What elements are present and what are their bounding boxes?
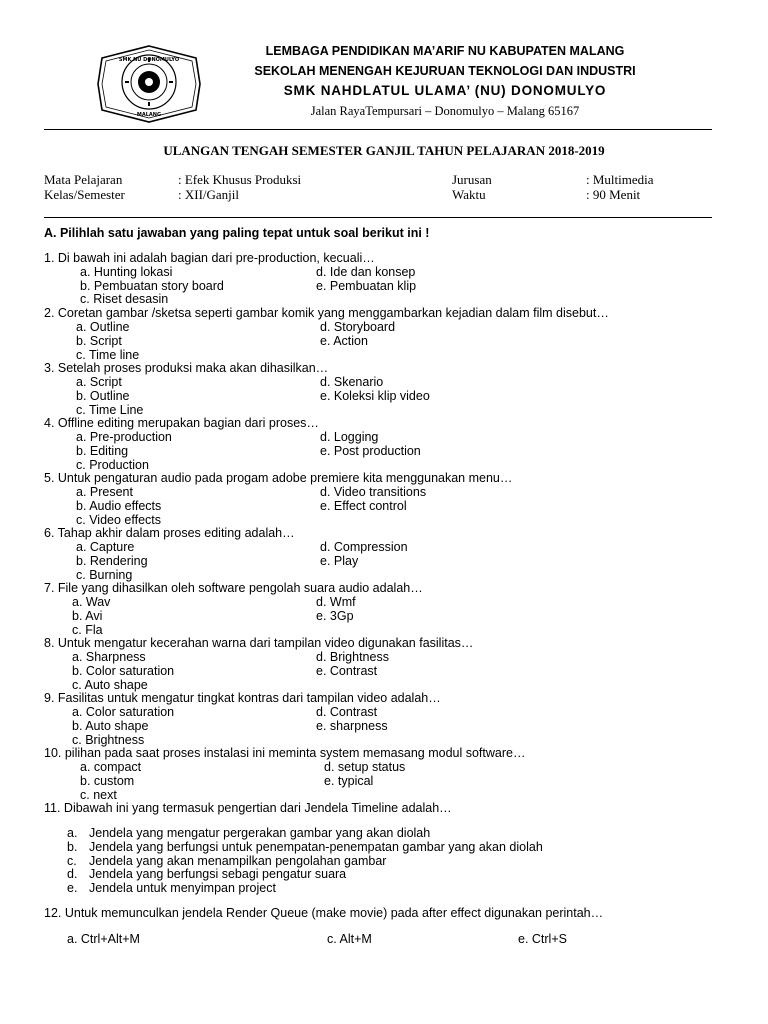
q8-option-d: d. Brightness: [316, 650, 389, 664]
q9-option-b: b. Auto shape: [72, 719, 149, 733]
q10-option-e: e. typical: [324, 774, 374, 788]
q11-option-a-letter: a.: [67, 826, 78, 840]
class-value: : XII/Ganjil: [178, 187, 240, 202]
q5-option-a: a. Present: [76, 485, 133, 499]
q4-option-e: e. Post production: [320, 444, 421, 458]
q11-option-c: Jendela yang akan menampilkan pengolahan gambar: [89, 854, 387, 868]
q8-option-e: e. Contrast: [316, 664, 378, 678]
q4-option-b: b. Editing: [76, 444, 129, 458]
q3-option-d: d. Skenario: [320, 375, 384, 389]
q1-option-e: e. Pembuatan klip: [316, 279, 417, 293]
q7-option-a: a. Wav: [72, 595, 111, 609]
question-2: 2. Coretan gambar /sketsa seperti gambar komik yang menggambarkan kejadian dalam film disebut…: [44, 306, 609, 320]
q9-option-e: e. sharpness: [316, 719, 388, 733]
q11-option-d: Jendela yang berfungsi sebagi pengatur suara: [89, 867, 347, 881]
time-label: Waktu: [452, 187, 486, 202]
question-12: 12. Untuk memunculkan jendela Render Queue (make movie) pada after effect digunakan perintah…: [44, 906, 604, 920]
q6-option-d: d. Compression: [320, 540, 408, 554]
school-address: Jalan RayaTempursari – Donomulyo – Malang 65167: [310, 104, 580, 118]
q12-option-a: a. Ctrl+Alt+M: [67, 932, 140, 946]
subject-value: : Efek Khusus Produksi: [178, 172, 302, 187]
question-1: 1. Di bawah ini adalah bagian dari pre-production, kecuali…: [44, 251, 375, 265]
question-8: 8. Untuk mengatur kecerahan warna dari tampilan video digunakan fasilitas…: [44, 636, 474, 650]
q1-option-a: a. Hunting lokasi: [80, 265, 173, 279]
q11-option-d-letter: d.: [67, 867, 78, 881]
q5-option-b: b. Audio effects: [76, 499, 162, 513]
time-value: : 90 Menit: [586, 187, 641, 202]
q2-option-a: a. Outline: [76, 320, 130, 334]
q11-option-e: Jendela untuk menyimpan project: [89, 881, 276, 895]
question-10: 10. pilihan pada saat proses instalasi ini meminta system memasang modul software…: [44, 746, 526, 760]
question-5: 5. Untuk pengaturan audio pada progam adobe premiere kita menggunakan menu…: [44, 471, 513, 485]
question-3: 3. Setelah proses produksi maka akan dihasilkan…: [44, 361, 329, 375]
q6-option-b: b. Rendering: [76, 554, 148, 568]
meta-divider: [44, 217, 712, 218]
q8-option-b: b. Color saturation: [72, 664, 175, 678]
q2-option-b: b. Script: [76, 334, 122, 348]
question-6: 6. Tahap akhir dalam proses editing adalah…: [44, 526, 295, 540]
q10-option-d: d. setup status: [324, 760, 406, 774]
q8-option-a: a. Sharpness: [72, 650, 146, 664]
q4-option-a: a. Pre-production: [76, 430, 172, 444]
q1-option-c: c. Riset desasin: [80, 292, 169, 306]
subject-label: Mata Pelajaran: [44, 172, 123, 187]
q7-option-b: b. Avi: [72, 609, 103, 623]
q6-option-c: c. Burning: [76, 568, 133, 582]
q10-option-a: a. compact: [80, 760, 142, 774]
logo-bottom-text: MALANG: [136, 112, 162, 118]
q2-option-d: d. Storyboard: [320, 320, 396, 334]
q7-option-d: d. Wmf: [316, 595, 356, 609]
q2-option-e: e. Action: [320, 334, 368, 348]
q6-option-e: e. Play: [320, 554, 359, 568]
q4-option-c: c. Production: [76, 458, 149, 472]
school-name: SMK NAHDLATUL ULAMA’ (NU) DONOMULYO: [283, 83, 607, 98]
q7-option-c: c. Fla: [72, 623, 103, 637]
header-divider: [44, 129, 712, 130]
q8-option-c: c. Auto shape: [72, 678, 148, 692]
section-a-instruction: A. Pilihlah satu jawaban yang paling tepat untuk soal berikut ini !: [44, 226, 430, 240]
q11-option-b: Jendela yang berfungsi untuk penempatan-penempatan gambar yang akan diolah: [89, 840, 543, 854]
q1-option-b: b. Pembuatan story board: [80, 279, 224, 293]
q9-option-a: a. Color saturation: [72, 705, 175, 719]
q11-option-e-letter: e.: [67, 881, 78, 895]
q7-option-e: e. 3Gp: [316, 609, 354, 623]
question-4: 4. Offline editing merupakan bagian dari proses…: [44, 416, 319, 430]
q3-option-b: b. Outline: [76, 389, 130, 403]
question-7: 7. File yang dihasilkan oleh software pengolah suara audio adalah…: [44, 581, 423, 595]
q9-option-d: d. Contrast: [316, 705, 378, 719]
class-label: Kelas/Semester: [44, 187, 125, 202]
q6-option-a: a. Capture: [76, 540, 135, 554]
school-logo: [96, 44, 202, 124]
q5-option-d: d. Video transitions: [320, 485, 427, 499]
q5-option-e: e. Effect control: [320, 499, 407, 513]
school-type-line: SEKOLAH MENENGAH KEJURUAN TEKNOLOGI DAN INDUSTRI: [254, 64, 636, 78]
q9-option-c: c. Brightness: [72, 733, 145, 747]
exam-title: ULANGAN TENGAH SEMESTER GANJIL TAHUN PELAJARAN 2018-2019: [163, 143, 605, 158]
major-label: Jurusan: [452, 172, 492, 187]
q11-option-a: Jendela yang mengatur pergerakan gambar yang akan diolah: [89, 826, 431, 840]
q12-option-e: e. Ctrl+S: [518, 932, 567, 946]
major-value: : Multimedia: [586, 172, 654, 187]
q3-option-e: e. Koleksi klip video: [320, 389, 430, 403]
q4-option-d: d. Logging: [320, 430, 379, 444]
q10-option-c: c. next: [80, 788, 117, 802]
q3-option-c: c. Time Line: [76, 403, 144, 417]
question-9: 9. Fasilitas untuk mengatur tingkat kontras dari tampilan video adalah…: [44, 691, 441, 705]
q2-option-c: c. Time line: [76, 348, 140, 362]
question-11: 11. Dibawah ini yang termasuk pengertian dari Jendela Timeline adalah…: [44, 801, 452, 815]
logo-top-text: SMK NU DONOMULYO: [118, 57, 180, 63]
q11-option-c-letter: c.: [67, 854, 77, 868]
q12-option-c: c. Alt+M: [327, 932, 372, 946]
institution-line: LEMBAGA PENDIDIKAN MA’ARIF NU KABUPATEN MALANG: [265, 44, 625, 58]
q3-option-a: a. Script: [76, 375, 122, 389]
q1-option-d: d. Ide dan konsep: [316, 265, 416, 279]
q5-option-c: c. Video effects: [76, 513, 162, 527]
school-header: [0, 0, 768, 132]
q10-option-b: b. custom: [80, 774, 135, 788]
q11-option-b-letter: b.: [67, 840, 78, 854]
